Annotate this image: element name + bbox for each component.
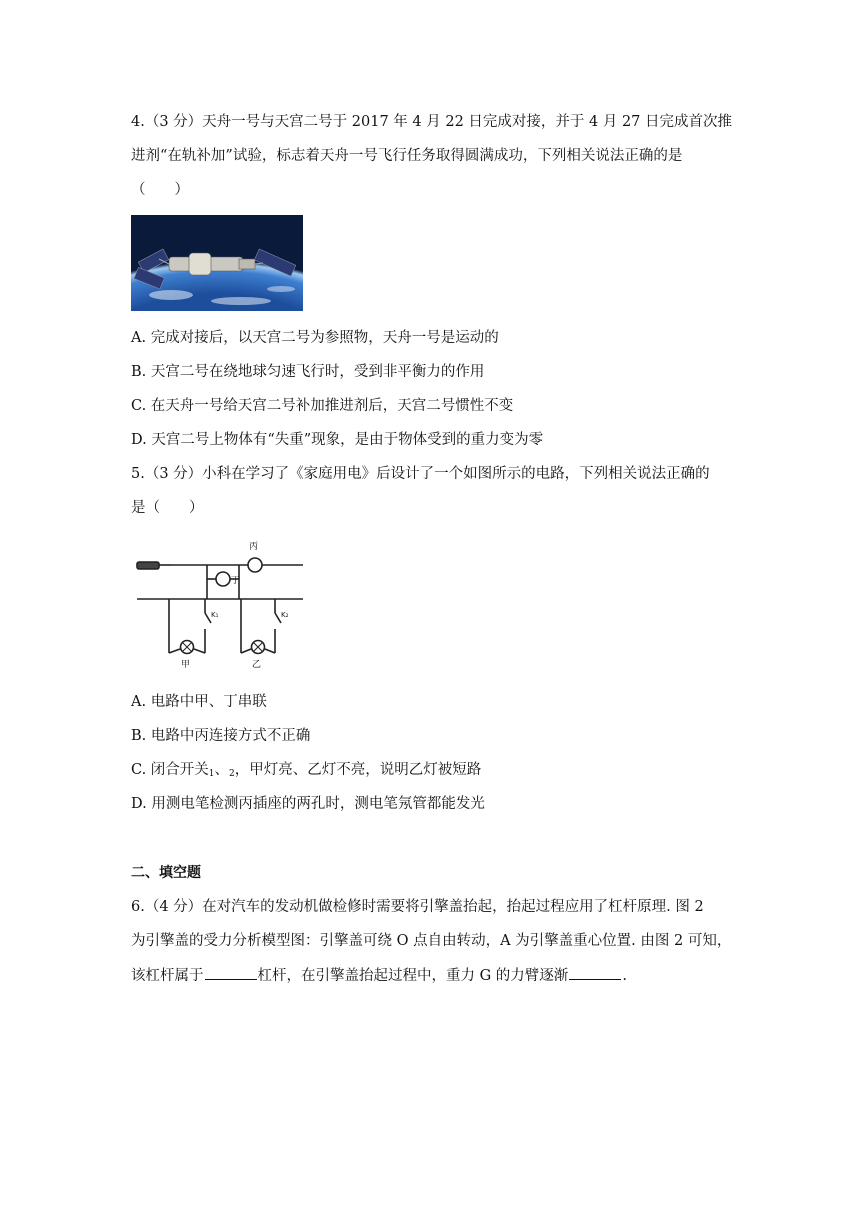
space-station-photo [131,215,303,311]
q4-stem-line1: 4.（3 分）天舟一号与天宫二号于 2017 年 4 月 22 日完成对接，并于 4 月 27 日完成首次推 [131,114,733,130]
q5-stem-line2: 是（ ） [131,500,204,516]
section-title: 二、填空题 [131,865,201,881]
answer-blank-2[interactable] [569,965,621,980]
q5-option-c-post: ，甲灯亮、乙灯不亮，说明乙灯被短路 [234,762,482,778]
q5-option-c [131,760,481,784]
q6-stem-line3 [131,965,627,986]
q5-option-a: A. 电路中甲、丁串联 [131,694,267,710]
q6-stem-line1: 6.（4 分）在对汽车的发动机做检修时需要将引擎盖抬起，抬起过程应用了杠杆原理. 图 2 [131,899,704,915]
q5-stem-line1: 5.（3 分）小科在学习了《家庭用电》后设计了一个如图所示的电路，下列相关说法正确的 [131,466,710,482]
q5-option-b: B. 电路中丙连接方式不正确 [131,728,311,744]
q5-option-c-pre: C. 闭合开关 [131,762,209,778]
q4-option-c: C. 在天舟一号给天宫二号补加推进剂后，天宫二号惯性不变 [131,398,514,414]
label-k1: K₁ [211,611,219,619]
q4-option-a: A. 完成对接后，以天宫二号为参照物，天舟一号是运动的 [131,330,499,346]
household-circuit-diagram [131,535,306,671]
label-k2: K₂ [281,611,289,619]
q6-stem-line2: 为引擎盖的受力分析模型图：引擎盖可绕 O 点自由转动，A 为引擎盖重心位置. 由图 2 可知， [131,933,732,949]
label-ding: 丁 [231,576,241,586]
q5-option-c-mid: 、 [214,762,230,778]
q5-option-c-sub2: 2 [229,769,235,779]
answer-blank-1[interactable] [205,965,257,980]
q4-option-d: D. 天宫二号上物体有“失重”现象，是由于物体受到的重力变为零 [131,432,544,448]
label-jia: 甲 [181,660,191,670]
q4-option-b: B. 天宫二号在绕地球匀速飞行时，受到非平衡力的作用 [131,364,485,380]
q5-option-c-sub1: 1 [208,769,215,779]
q6-line3-end: . [622,968,627,984]
q6-line3-pre: 该杠杆属于 [131,968,204,984]
q5-option-d: D. 用测电笔检测丙插座的两孔时，测电笔氖管都能发光 [131,796,485,812]
q4-answer-brackets: （ ） [131,182,189,198]
label-yi: 乙 [252,660,262,670]
q4-stem-line2: 进剂“在轨补加”试验，标志着天舟一号飞行任务取得圆满成功，下列相关说法正确的是 [131,148,683,164]
q6-line3-mid: 杠杆，在引擎盖抬起过程中，重力 G 的力臂逐渐 [257,968,569,984]
label-bing: 丙 [249,542,259,552]
